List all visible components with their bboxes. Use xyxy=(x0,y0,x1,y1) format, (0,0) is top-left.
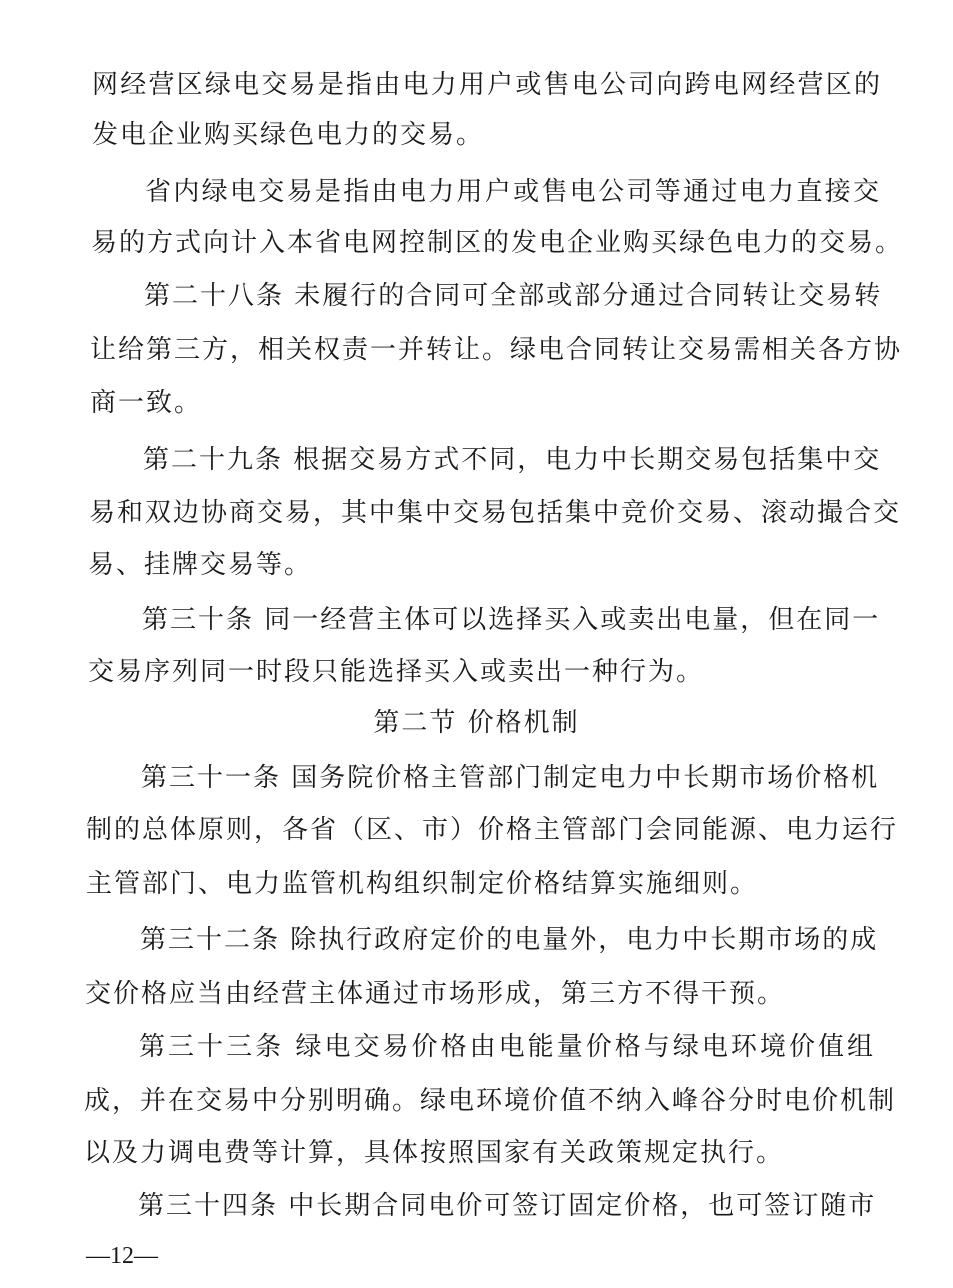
text-line: 商一致。 xyxy=(90,388,203,418)
text-line: 发电企业购买绿色电力的交易。 xyxy=(92,120,485,150)
text-line: 网经营区绿电交易是指由电力用户或售电公司向跨电网经营区的 xyxy=(92,70,882,100)
section-heading: 第二节 价格机制 xyxy=(373,708,580,738)
text-line: 第三十二条 除执行政府定价的电量外，电力中长期市场的成 xyxy=(140,925,879,955)
text-line: 交价格应当由经营主体通过市场形成，第三方不得干预。 xyxy=(85,979,786,1009)
text-line: 以及力调电费等计算，具体按照国家有关政策规定执行。 xyxy=(84,1138,785,1168)
text-line: 易的方式向计入本省电网控制区的发电企业购买绿色电力的交易。 xyxy=(91,228,904,258)
text-line: 易、挂牌交易等。 xyxy=(88,550,313,580)
page-number: —12— xyxy=(86,1243,158,1269)
text-line: 省内绿电交易是指由电力用户或售电公司等通过电力直接交 xyxy=(145,177,881,207)
text-line: 制的总体原则，各省（区、市）价格主管部门会同能源、电力运行 xyxy=(86,815,899,845)
text-line: 第三十一条 国务院价格主管部门制定电力中长期市场价格机 xyxy=(141,763,880,793)
text-line: 第三十条 同一经营主体可以选择买入或卖出电量，但在同一 xyxy=(142,605,881,635)
text-line: 第三十三条 绿电交易价格由电能量价格与绿电环境价值组 xyxy=(139,1032,875,1062)
text-line: 交易序列同一时段只能选择买入或卖出一种行为。 xyxy=(88,657,705,687)
text-line: 易和双边协商交易，其中集中交易包括集中竞价交易、滚动撮合交 xyxy=(89,498,902,528)
text-line: 第三十四条 中长期合同电价可签订固定价格，也可签订随市 xyxy=(138,1191,877,1221)
text-line: 成，并在交易中分别明确。绿电环境价值不纳入峰谷分时电价机制 xyxy=(84,1086,897,1116)
text-line: 主管部门、电力监管机构组织制定价格结算实施细则。 xyxy=(86,869,759,899)
text-line: 让给第三方，相关权责一并转让。绿电合同转让交易需相关各方协 xyxy=(90,335,903,365)
text-line: 第二十八条 未履行的合同可全部或部分通过合同转让交易转 xyxy=(144,281,883,311)
text-line: 第二十九条 根据交易方式不同，电力中长期交易包括集中交 xyxy=(143,445,882,475)
